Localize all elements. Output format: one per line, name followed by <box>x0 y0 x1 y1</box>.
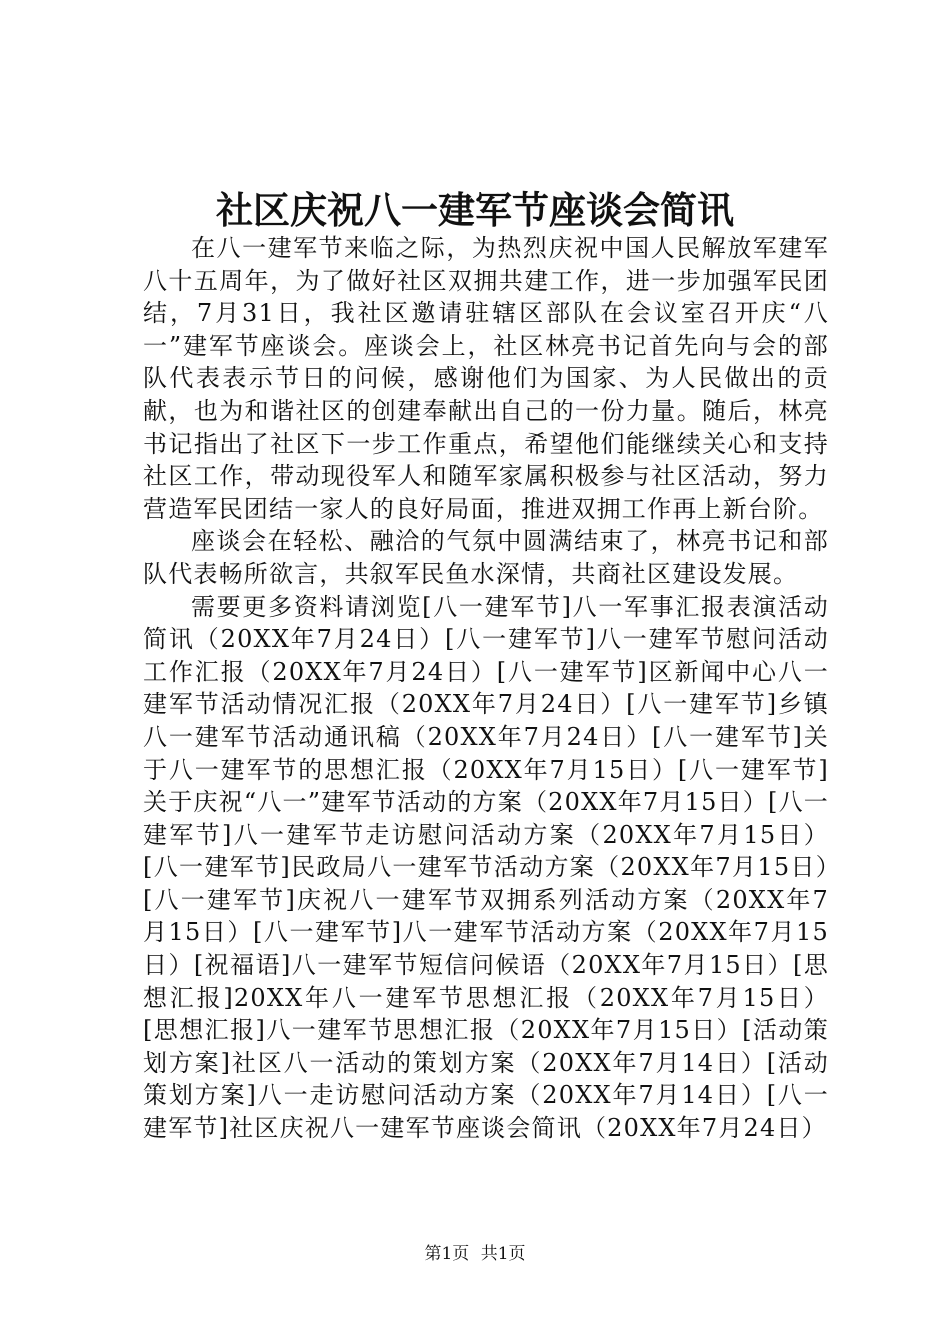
page-total: 共1页 <box>480 1244 526 1264</box>
page-footer <box>0 1243 950 1265</box>
paragraph-related-links: 需要更多资料请浏览[八一建军节]八一军事汇报表演活动简讯（20XX年7月24日）[八一建军节]八一建军节慰问活动工作汇报（20XX年7月24日）[八一建军节]区新闻中心八一建军节活动情况汇报（20XX年7月24日）[八一建军节]乡镇八一建军节活动通讯稿（20XX年7月24日）[八一建军节]关于八一建军节的思想汇报（20XX年7月15日）[八一建军节]关于庆祝“八一”建军节活动的方案（20XX年7月15日）[八一建军节]八一建军节走访慰问活动方案（20XX年7月15日）[八一建军节]民政局八一建军节活动方案（20XX年7月15日）[八一建军节]庆祝八一建军节双拥系列活动方案（20XX年7月15日）[八一建军节]八一建军节活动方案（20XX年7月15日）[祝福语]八一建军节短信问候语（20XX年7月15日）[思想汇报]20XX年八一建军节思想汇报（20XX年7月15日）[思想汇报]八一建军节思想汇报（20XX年7月15日）[活动策划方案]社区八一活动的策划方案（20XX年7月14日）[活动策划方案]八一走访慰问活动方案（20XX年7月14日）[八一建军节]社区庆祝八一建军节座谈会简讯（20XX年7月24日） <box>143 592 829 1143</box>
document-title: 社区庆祝八一建军节座谈会简讯 <box>216 188 734 232</box>
document-body <box>143 232 829 1145</box>
paragraph-intro: 在八一建军节来临之际，为热烈庆祝中国人民解放军建军八十五周年，为了做好社区双拥共建工作，进一步加强军民团结，7月31日，我社区邀请驻辖区部队在会议室召开庆“八一”建军节座谈会。座谈会上，社区林亮书记首先向与会的部队代表表示节日的问候，感谢他们为国家、为人民做出的贡献，也为和谐社区的创建奉献出自己的一份力量。随后，林亮书记指出了社区下一步工作重点，希望他们能继续关心和支持社区工作，带动现役军人和随军家属积极参与社区活动，努力营造军民团结一家人的良好局面，推进双拥工作再上新台阶。 <box>143 234 829 523</box>
page-number: 第1页 <box>424 1244 470 1264</box>
paragraph-conclusion: 座谈会在轻松、融洽的气氛中圆满结束了，林亮书记和部队代表畅所欲言，共叙军民鱼水深情，共商社区建设发展。 <box>143 527 829 588</box>
